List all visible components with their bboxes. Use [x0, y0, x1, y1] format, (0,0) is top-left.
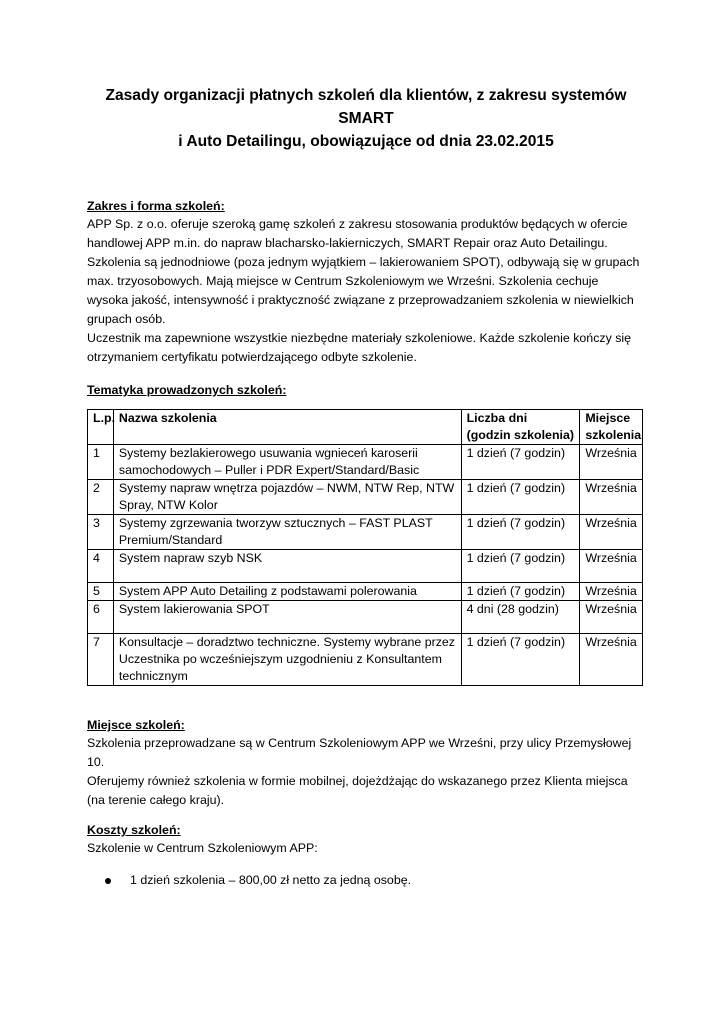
cell-place: Września [580, 515, 643, 550]
table-row [88, 601, 643, 634]
cell-lp: 5 [88, 583, 114, 601]
location-paragraph-1: Szkolenia przeprowadzane są w Centrum Szkoleniowym APP we Wrześni, przy ulicy Przemysłowej 10. [87, 736, 632, 769]
cell-days: 1 dzień (7 godzin) [461, 445, 580, 480]
cell-days: 1 dzień (7 godzin) [461, 550, 580, 583]
document-title-line-2: i Auto Detailingu, obowiązujące od dnia 23.02.2015 [178, 133, 554, 150]
location-paragraph-2: Oferujemy również szkolenia w formie mobilnej, dojeżdżając do wskazanego przez Klienta miejsca (na terenie całego kraju). [87, 774, 628, 807]
column-header-place: Miejsce szkolenia [580, 410, 643, 445]
courses-table [87, 409, 643, 686]
cell-name: Systemy napraw wnętrza pojazdów – NWM, NTW Rep, NTW Spray, NTW Kolor [113, 480, 461, 515]
cell-name: System APP Auto Detailing z podstawami polerowania [113, 583, 461, 601]
cell-place: Września [580, 480, 643, 515]
cell-lp: 2 [88, 480, 114, 515]
scope-paragraph-1: APP Sp. z o.o. oferuje szeroką gamę szkoleń z zakresu stosowania produktów będących w ofercie handlowej APP m.in. do napraw blacharsko-lakierniczych, SMART Repair oraz Auto Detailingu. [87, 217, 628, 250]
cell-place: Września [580, 583, 643, 601]
column-header-days: Liczba dni (godzin szkolenia) [461, 410, 580, 445]
cell-name: Systemy zgrzewania tworzyw sztucznych – FAST PLAST Premium/Standard [113, 515, 461, 550]
cell-name: System lakierowania SPOT [113, 601, 461, 634]
table-row [88, 634, 643, 686]
table-row [88, 550, 643, 583]
cell-place: Września [580, 634, 643, 686]
costs-list [87, 871, 643, 890]
costs-intro: Szkolenie w Centrum Szkoleniowym APP: [87, 841, 318, 855]
cell-name: Systemy bezlakierowego usuwania wgnieceń karoserii samochodowych – Puller i PDR Expert/Standard/Basic [113, 445, 461, 480]
scope-heading: Zakres i forma szkoleń: [87, 199, 225, 213]
costs-item-text: 1 dzień szkolenia – 800,00 zł netto za jedną osobę. [130, 873, 412, 887]
table-row [88, 445, 643, 480]
bullet-icon [105, 878, 111, 884]
topics-heading: Tematyka prowadzonych szkoleń: [87, 383, 287, 397]
cell-name: System napraw szyb NSK [113, 550, 461, 583]
cell-name: Konsultacje – doradztwo techniczne. Systemy wybrane przez Uczestnika po wcześniejszym uzgodnieniu z Konsultantem technicznym [113, 634, 461, 686]
cell-place: Września [580, 601, 643, 634]
costs-heading: Koszty szkoleń: [87, 823, 181, 837]
table-row [88, 515, 643, 550]
document-page [87, 84, 643, 890]
cell-days: 1 dzień (7 godzin) [461, 634, 580, 686]
cell-lp: 6 [88, 601, 114, 634]
cell-place: Września [580, 445, 643, 480]
column-header-lp: L.p. [88, 410, 114, 445]
scope-paragraph-2: Szkolenia są jednodniowe (poza jednym wyjątkiem – lakierowaniem SPOT), odbywają się w grupach max. trzyosobowych. Mają miejsce w Centrum Szkoleniowym we Wrześni. Szkolenia cechuje wysoka jakość, intensywność i praktyczność związane z przeprowadzaniem szkolenia w niewielkich grupach osób. [87, 255, 640, 326]
cell-lp: 4 [88, 550, 114, 583]
cell-days: 1 dzień (7 godzin) [461, 583, 580, 601]
document-title [81, 84, 651, 153]
column-header-name: Nazwa szkolenia [113, 410, 461, 445]
document-title-line-1: Zasady organizacji płatnych szkoleń dla klientów, z zakresu systemów SMART [105, 87, 627, 127]
table-header-row [88, 410, 643, 445]
cell-days: 1 dzień (7 godzin) [461, 480, 580, 515]
cell-days: 4 dni (28 godzin) [461, 601, 580, 634]
cell-days: 1 dzień (7 godzin) [461, 515, 580, 550]
cell-lp: 3 [88, 515, 114, 550]
cell-place: Września [580, 550, 643, 583]
list-item [130, 871, 643, 890]
location-heading: Miejsce szkoleń: [87, 718, 185, 732]
cell-lp: 1 [88, 445, 114, 480]
table-row [88, 583, 643, 601]
scope-paragraph-3: Uczestnik ma zapewnione wszystkie niezbędne materiały szkoleniowe. Każde szkolenie kończy się otrzymaniem certyfikatu potwierdzającego odbyte szkolenie. [87, 331, 632, 364]
cell-lp: 7 [88, 634, 114, 686]
table-row [88, 480, 643, 515]
